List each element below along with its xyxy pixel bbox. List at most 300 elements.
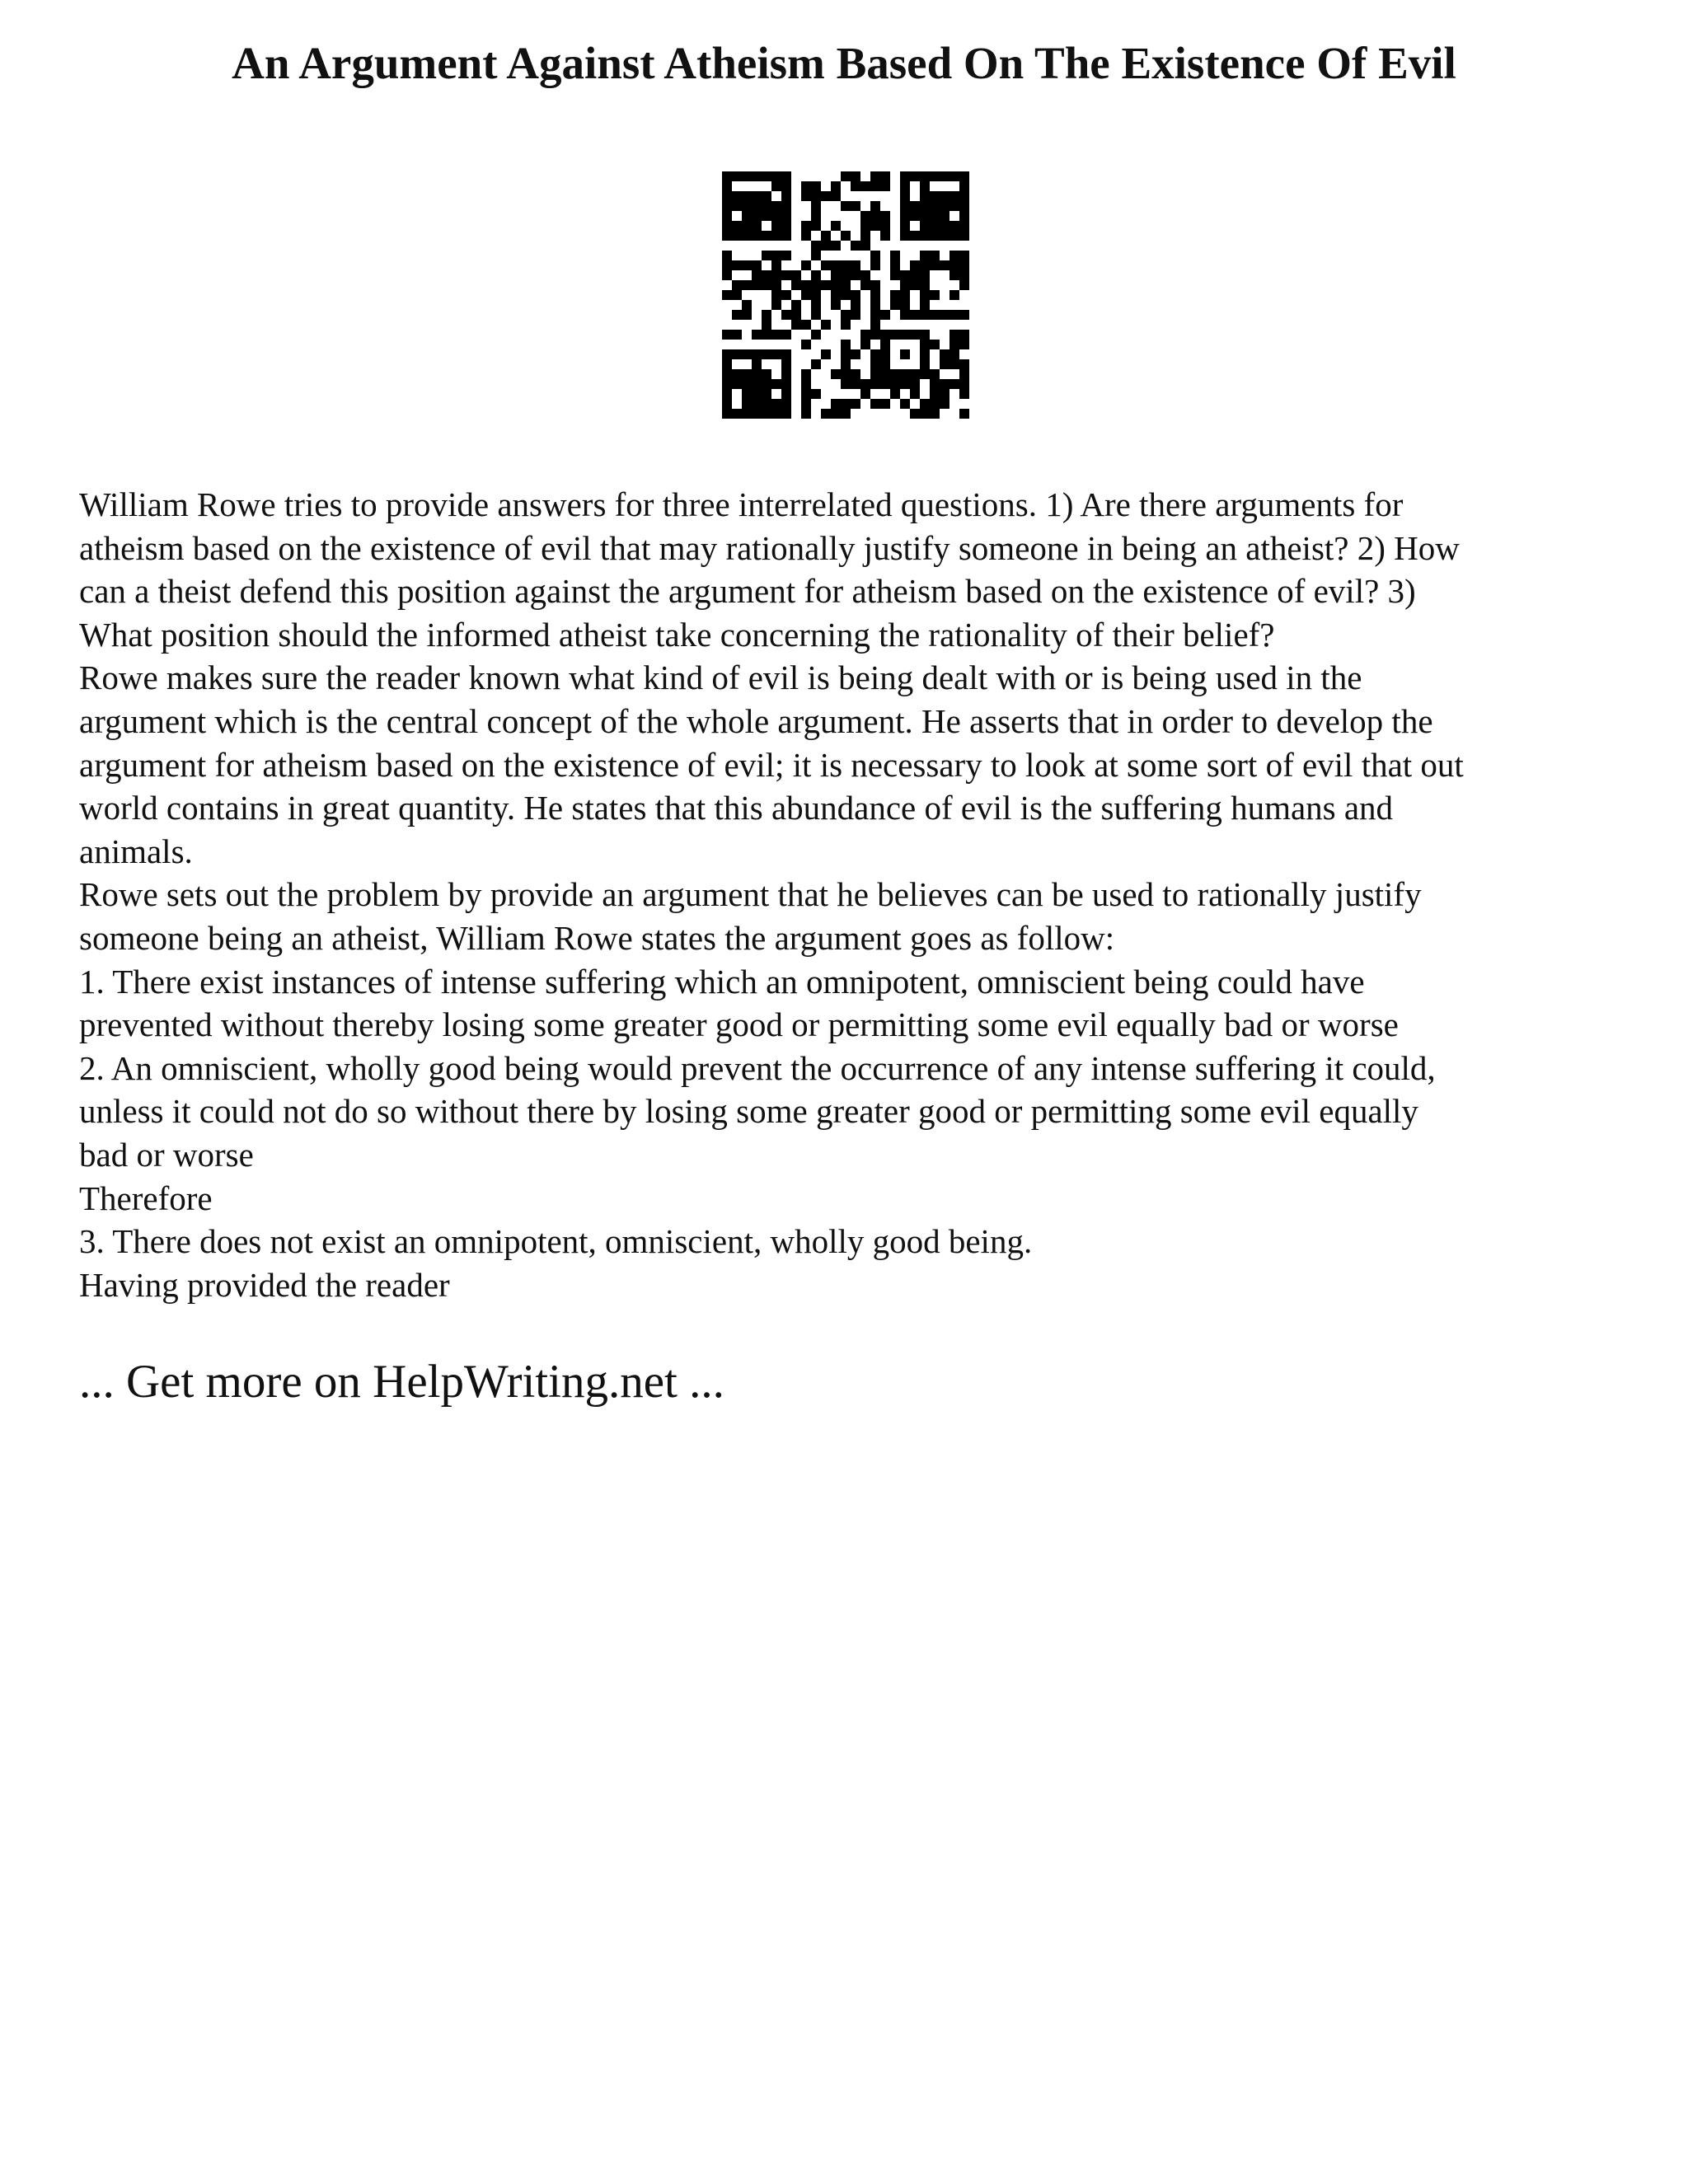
qr-module xyxy=(811,181,821,191)
qr-module xyxy=(722,171,732,181)
qr-module xyxy=(900,379,910,389)
qr-module xyxy=(732,349,742,359)
qr-module xyxy=(930,340,940,349)
qr-module xyxy=(880,349,890,359)
qr-module xyxy=(781,359,791,369)
qr-module xyxy=(742,300,752,310)
qr-module xyxy=(781,231,791,241)
qr-module xyxy=(860,330,870,340)
qr-module xyxy=(920,369,930,379)
qr-module xyxy=(870,260,880,270)
qr-module xyxy=(732,231,742,241)
qr-module xyxy=(959,221,969,231)
qr-module xyxy=(860,379,870,389)
qr-module xyxy=(801,369,811,379)
qr-module xyxy=(959,201,969,211)
qr-module xyxy=(821,191,831,201)
qr-module xyxy=(841,349,851,359)
qr-module xyxy=(821,231,831,241)
qr-module xyxy=(811,280,821,290)
qr-module xyxy=(781,349,791,359)
qr-module xyxy=(930,221,940,231)
qr-module xyxy=(959,171,969,181)
qr-module xyxy=(801,260,811,270)
qr-module xyxy=(940,349,950,359)
qr-module xyxy=(870,379,880,389)
qr-module xyxy=(732,260,742,270)
body-text xyxy=(79,483,1629,1306)
qr-module xyxy=(762,330,771,340)
qr-module xyxy=(900,171,910,181)
qr-module xyxy=(860,280,870,290)
qr-module xyxy=(860,221,870,231)
qr-module xyxy=(752,280,762,290)
qr-module xyxy=(900,181,910,191)
qr-module xyxy=(851,201,860,211)
qr-module xyxy=(742,221,752,231)
qr-module xyxy=(791,270,801,280)
qr-module xyxy=(959,340,969,349)
qr-module xyxy=(801,409,811,419)
qr-module xyxy=(920,181,930,191)
qr-module xyxy=(762,251,771,260)
qr-module xyxy=(771,260,781,270)
qr-module xyxy=(722,409,732,419)
qr-module xyxy=(841,270,851,280)
qr-code-graphic xyxy=(722,171,969,419)
qr-module xyxy=(841,290,851,300)
qr-module xyxy=(801,280,811,290)
qr-module xyxy=(742,389,752,399)
qr-module xyxy=(910,330,920,340)
body-line: prevented without thereby losing some greater good or permitting some evil equally bad or worse xyxy=(79,1005,1399,1044)
qr-module xyxy=(920,260,930,270)
qr-module xyxy=(890,300,900,310)
qr-module xyxy=(880,359,890,369)
qr-module xyxy=(900,211,910,221)
body-line: Rowe sets out the problem by provide an argument that he believes can be used to rationally justify xyxy=(79,875,1422,914)
qr-module xyxy=(959,310,969,320)
qr-module xyxy=(920,359,930,369)
qr-module xyxy=(752,211,762,221)
body-line: 1. There exist instances of intense suffering which an omnipotent, omniscient being could have xyxy=(79,962,1365,1001)
qr-module xyxy=(940,211,950,221)
qr-module xyxy=(831,369,841,379)
qr-module xyxy=(851,181,860,191)
qr-module xyxy=(831,409,841,419)
qr-module xyxy=(870,171,880,181)
body-line: What position should the informed atheist take concerning the rationality of their belief? xyxy=(79,615,1275,654)
qr-module xyxy=(762,379,771,389)
qr-module xyxy=(900,290,910,300)
qr-module xyxy=(732,221,742,231)
qr-module xyxy=(732,201,742,211)
qr-module xyxy=(742,310,752,320)
qr-module xyxy=(900,201,910,211)
qr-module xyxy=(870,280,880,290)
qr-module xyxy=(900,300,910,310)
qr-module xyxy=(742,369,752,379)
qr-module xyxy=(722,359,732,369)
qr-module xyxy=(950,171,959,181)
qr-module xyxy=(851,300,860,310)
qr-module xyxy=(959,359,969,369)
qr-module xyxy=(722,369,732,379)
qr-module xyxy=(722,270,732,280)
qr-module xyxy=(870,399,880,409)
qr-module xyxy=(762,389,771,399)
qr-module xyxy=(950,330,959,340)
body-line: can a theist defend this position against the argument for atheism based on the existence of evil? 3) xyxy=(79,572,1416,611)
qr-module xyxy=(890,260,900,270)
qr-module xyxy=(920,231,930,241)
qr-module xyxy=(821,260,831,270)
qr-module xyxy=(762,320,771,330)
qr-module xyxy=(801,399,811,409)
qr-module xyxy=(890,270,900,280)
body-line: argument which is the central concept of the whole argument. He asserts that in order to develop the xyxy=(79,701,1433,740)
qr-module xyxy=(811,221,821,231)
qr-module xyxy=(851,369,860,379)
qr-module xyxy=(771,201,781,211)
qr-module xyxy=(831,300,841,310)
qr-module xyxy=(940,399,950,409)
qr-module xyxy=(781,201,791,211)
qr-module xyxy=(722,191,732,201)
qr-module xyxy=(732,330,742,340)
qr-module xyxy=(841,399,851,409)
qr-module xyxy=(742,191,752,201)
qr-module xyxy=(841,201,851,211)
qr-module xyxy=(910,310,920,320)
qr-module xyxy=(762,409,771,419)
qr-module xyxy=(940,171,950,181)
qr-module xyxy=(920,270,930,280)
qr-module xyxy=(781,379,791,389)
qr-module xyxy=(722,251,732,260)
qr-module xyxy=(860,340,870,349)
qr-module xyxy=(920,290,930,300)
body-line: Rowe makes sure the reader known what kind of evil is being dealt with or is being used in the xyxy=(79,658,1362,697)
qr-module xyxy=(920,221,930,231)
qr-module xyxy=(950,251,959,260)
qr-module xyxy=(831,181,841,191)
qr-module xyxy=(791,310,801,320)
qr-module xyxy=(742,280,752,290)
qr-module xyxy=(920,191,930,201)
qr-module xyxy=(940,379,950,389)
qr-module xyxy=(880,340,890,349)
qr-module xyxy=(910,379,920,389)
qr-module xyxy=(801,181,811,191)
qr-module xyxy=(910,171,920,181)
qr-module xyxy=(722,201,732,211)
qr-module xyxy=(851,379,860,389)
qr-module xyxy=(920,201,930,211)
qr-module xyxy=(781,211,791,221)
qr-module xyxy=(870,310,880,320)
qr-module xyxy=(870,349,880,359)
qr-module xyxy=(880,379,890,389)
qr-module xyxy=(870,320,880,330)
qr-module xyxy=(732,280,742,290)
qr-module xyxy=(752,191,762,201)
qr-module xyxy=(811,191,821,201)
qr-module xyxy=(851,241,860,251)
qr-module xyxy=(890,389,900,399)
qr-module xyxy=(762,171,771,181)
body-line: world contains in great quantity. He states that this abundance of evil is the suffering humans and xyxy=(79,789,1394,827)
qr-module xyxy=(920,349,930,359)
qr-module xyxy=(821,320,831,330)
qr-module xyxy=(900,349,910,359)
qr-module xyxy=(880,181,890,191)
qr-module xyxy=(771,399,781,409)
qr-module xyxy=(781,270,791,280)
qr-module xyxy=(890,330,900,340)
qr-module xyxy=(811,201,821,211)
qr-module xyxy=(950,359,959,369)
qr-module xyxy=(860,241,870,251)
qr-module xyxy=(880,221,890,231)
page-title: An Argument Against Atheism Based On The Existence Of Evil xyxy=(232,38,1456,88)
qr-module xyxy=(752,171,762,181)
qr-module xyxy=(831,260,841,270)
qr-module xyxy=(781,171,791,181)
qr-module xyxy=(880,399,890,409)
qr-module xyxy=(791,300,801,310)
qr-module xyxy=(930,171,940,181)
qr-module xyxy=(722,181,732,191)
qr-module xyxy=(801,231,811,241)
qr-module xyxy=(762,270,771,280)
qr-module xyxy=(851,270,860,280)
qr-module xyxy=(762,231,771,241)
qr-module xyxy=(771,211,781,221)
qr-module xyxy=(900,369,910,379)
qr-module xyxy=(801,221,811,231)
qr-module xyxy=(940,231,950,241)
qr-module xyxy=(752,270,762,280)
qr-module xyxy=(781,290,791,300)
body-line: unless it could not do so without there by losing some greater good or permitting some evil equally xyxy=(79,1092,1418,1131)
qr-module xyxy=(920,409,930,419)
qr-module xyxy=(950,260,959,270)
qr-module xyxy=(910,211,920,221)
qr-module xyxy=(930,369,940,379)
qr-module xyxy=(959,251,969,260)
qr-module xyxy=(880,369,890,379)
body-line: bad or worse xyxy=(79,1135,254,1174)
qr-module xyxy=(821,409,831,419)
qr-module xyxy=(870,359,880,369)
qr-module xyxy=(781,389,791,399)
qr-module xyxy=(791,320,801,330)
qr-module xyxy=(870,201,880,211)
qr-module xyxy=(870,181,880,191)
qr-module xyxy=(781,310,791,320)
qr-module xyxy=(880,310,890,320)
qr-module xyxy=(742,409,752,419)
qr-module xyxy=(742,349,752,359)
qr-module xyxy=(900,270,910,280)
qr-module xyxy=(959,191,969,201)
qr-module xyxy=(900,221,910,231)
qr-module xyxy=(811,270,821,280)
qr-module xyxy=(851,349,860,359)
qr-module xyxy=(811,300,821,310)
qr-module xyxy=(959,330,969,340)
qr-module xyxy=(771,290,781,300)
qr-module xyxy=(752,369,762,379)
qr-module xyxy=(742,399,752,409)
qr-module xyxy=(771,171,781,181)
qr-module xyxy=(762,191,771,201)
qr-module xyxy=(771,280,781,290)
qr-module xyxy=(910,201,920,211)
qr-module xyxy=(771,409,781,419)
qr-module xyxy=(959,409,969,419)
qr-module xyxy=(722,260,732,270)
qr-module xyxy=(811,310,821,320)
qr-module xyxy=(831,280,841,290)
qr-module xyxy=(910,280,920,290)
qr-module xyxy=(870,211,880,221)
qr-module xyxy=(950,379,959,389)
qr-module xyxy=(762,211,771,221)
qr-module xyxy=(742,260,752,270)
qr-module xyxy=(870,330,880,340)
qr-module xyxy=(841,369,851,379)
qr-module xyxy=(811,290,821,300)
qr-module xyxy=(900,280,910,290)
qr-module xyxy=(920,310,930,320)
qr-module xyxy=(801,340,811,349)
qr-module xyxy=(722,330,732,340)
qr-module xyxy=(900,330,910,340)
qr-module xyxy=(771,221,781,231)
qr-module xyxy=(841,340,851,349)
qr-module xyxy=(762,399,771,409)
qr-module xyxy=(910,260,920,270)
qr-module xyxy=(732,171,742,181)
qr-module xyxy=(880,171,890,181)
qr-module xyxy=(870,290,880,300)
qr-module xyxy=(880,330,890,340)
qr-module xyxy=(870,300,880,310)
qr-module xyxy=(910,231,920,241)
qr-module xyxy=(722,231,732,241)
qr-module xyxy=(950,340,959,349)
qr-module xyxy=(781,369,791,379)
qr-module xyxy=(900,231,910,241)
body-line: someone being an atheist, William Rowe states the argument goes as follow: xyxy=(79,918,1115,957)
qr-module xyxy=(722,211,732,221)
qr-module xyxy=(801,290,811,300)
qr-module xyxy=(771,300,781,310)
qr-module xyxy=(910,270,920,280)
qr-module xyxy=(771,330,781,340)
qr-module xyxy=(930,251,940,260)
qr-module xyxy=(752,379,762,389)
qr-module xyxy=(781,181,791,191)
qr-module xyxy=(742,231,752,241)
qr-module xyxy=(732,369,742,379)
qr-module xyxy=(831,290,841,300)
qr-module xyxy=(959,181,969,191)
qr-module xyxy=(959,379,969,389)
qr-module xyxy=(930,260,940,270)
qr-module xyxy=(930,290,940,300)
qr-module xyxy=(831,270,841,280)
qr-module xyxy=(841,310,851,320)
qr-module xyxy=(950,201,959,211)
qr-module xyxy=(959,369,969,379)
qr-module xyxy=(910,389,920,399)
qr-module xyxy=(920,251,930,260)
qr-module xyxy=(860,270,870,280)
qr-module xyxy=(752,260,762,270)
qr-module xyxy=(732,409,742,419)
qr-module xyxy=(811,241,821,251)
qr-module xyxy=(722,349,732,359)
qr-module xyxy=(722,221,732,231)
qr-module xyxy=(890,369,900,379)
body-line: animals. xyxy=(79,832,193,870)
qr-module xyxy=(722,389,732,399)
qr-module xyxy=(930,201,940,211)
qr-module xyxy=(930,231,940,241)
qr-module xyxy=(851,310,860,320)
qr-module xyxy=(841,320,851,330)
qr-module xyxy=(959,280,969,290)
qr-module xyxy=(831,399,841,409)
qr-module xyxy=(781,251,791,260)
qr-code xyxy=(722,171,969,419)
qr-module xyxy=(801,389,811,399)
qr-module xyxy=(752,330,762,340)
qr-module xyxy=(781,330,791,340)
qr-module xyxy=(860,211,870,221)
qr-module xyxy=(910,369,920,379)
qr-module xyxy=(821,241,831,251)
qr-module xyxy=(762,280,771,290)
qr-module xyxy=(930,389,940,399)
qr-module xyxy=(900,191,910,201)
qr-module xyxy=(801,379,811,389)
qr-module xyxy=(811,251,821,260)
qr-module xyxy=(752,359,762,369)
body-line: William Rowe tries to provide answers for three interrelated questions. 1) Are there arguments for xyxy=(79,485,1404,523)
qr-module xyxy=(821,349,831,359)
qr-module xyxy=(821,280,831,290)
qr-module xyxy=(940,260,950,270)
qr-module xyxy=(841,231,851,241)
qr-module xyxy=(831,191,841,201)
qr-module xyxy=(811,211,821,221)
qr-module xyxy=(940,359,950,369)
qr-module xyxy=(732,290,742,300)
get-more-link[interactable]: ... Get more on HelpWriting.net ... xyxy=(79,1356,724,1408)
qr-module xyxy=(781,191,791,201)
qr-module xyxy=(950,191,959,201)
qr-module xyxy=(950,310,959,320)
qr-module xyxy=(752,349,762,359)
qr-module xyxy=(811,330,821,340)
qr-module xyxy=(831,241,841,251)
qr-module xyxy=(762,349,771,359)
qr-module xyxy=(910,409,920,419)
